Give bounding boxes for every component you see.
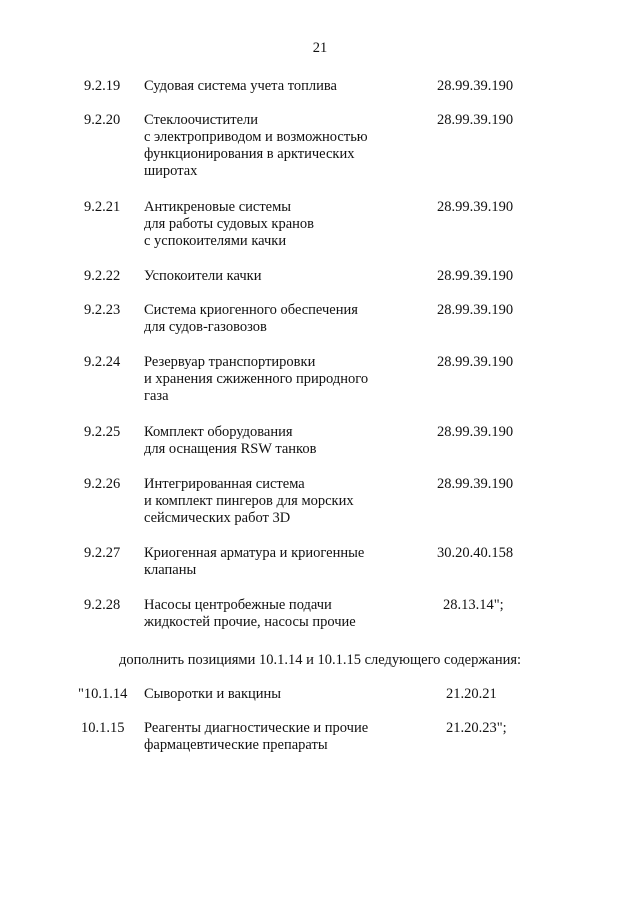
item-description: [144, 268, 424, 285]
item-description: [144, 302, 424, 336]
item-number: 9.2.19: [84, 78, 121, 94]
item-description: [144, 686, 424, 703]
item-number: 9.2.27: [84, 545, 121, 561]
description-line: широтах: [144, 163, 198, 179]
description-line: с успокоителями качки: [144, 233, 287, 249]
amendment-instruction: дополнить позициями 10.1.14 и 10.1.15 следующего содержания:: [118, 652, 522, 668]
page-number: 21: [312, 40, 328, 56]
item-code: 28.99.39.190: [437, 424, 514, 440]
description-line: Интегрированная система: [144, 476, 305, 492]
item-number: 9.2.20: [84, 112, 121, 128]
item-number: 9.2.28: [84, 597, 121, 613]
description-line: газа: [144, 388, 169, 404]
item-code: 28.99.39.190: [437, 476, 514, 492]
description-line: с электроприводом и возможностью: [144, 129, 368, 145]
description-line: Судовая система учета топлива: [144, 78, 337, 94]
item-code: 21.20.23";: [446, 720, 507, 736]
item-description: [144, 476, 424, 527]
item-description: [144, 199, 424, 250]
item-description: [144, 354, 424, 405]
item-description: [144, 424, 424, 458]
description-line: фармацевтические препараты: [144, 737, 328, 753]
item-number: 9.2.25: [84, 424, 121, 440]
item-number: 9.2.23: [84, 302, 121, 318]
item-description: [144, 597, 424, 631]
item-number: 9.2.21: [84, 199, 121, 215]
item-number: 10.1.15: [81, 720, 125, 736]
description-line: Антикреновые системы: [144, 199, 292, 215]
item-description: [144, 545, 424, 579]
description-line: Система криогенного обеспечения: [144, 302, 358, 318]
description-line: для судов-газовозов: [144, 319, 267, 335]
item-code: 28.99.39.190: [437, 199, 514, 215]
description-line: Стеклоочистители: [144, 112, 259, 128]
item-code: 28.99.39.190: [437, 268, 514, 284]
description-line: Реагенты диагностические и прочие: [144, 720, 369, 736]
item-description: [144, 720, 424, 754]
item-code: 21.20.21: [446, 686, 497, 702]
description-line: Резервуар транспортировки: [144, 354, 316, 370]
description-line: и хранения сжиженного природного: [144, 371, 369, 387]
item-code: 28.99.39.190: [437, 112, 514, 128]
item-number: "10.1.14: [78, 686, 128, 702]
description-line: для работы судовых кранов: [144, 216, 314, 232]
description-line: Насосы центробежные подачи: [144, 597, 332, 613]
item-description: [144, 78, 424, 95]
item-code: 30.20.40.158: [437, 545, 514, 561]
item-number: 9.2.24: [84, 354, 121, 370]
item-code: 28.99.39.190: [437, 354, 514, 370]
description-line: функционирования в арктических: [144, 146, 355, 162]
description-line: Комплект оборудования: [144, 424, 293, 440]
description-line: Криогенная арматура и криогенные: [144, 545, 365, 561]
description-line: жидкостей прочие, насосы прочие: [144, 614, 356, 630]
description-line: для оснащения RSW танков: [144, 441, 317, 457]
description-line: Успокоители качки: [144, 268, 262, 284]
item-code: 28.99.39.190: [437, 302, 514, 318]
item-number: 9.2.26: [84, 476, 121, 492]
description-line: клапаны: [144, 562, 197, 578]
description-line: и комплект пингеров для морских: [144, 493, 354, 509]
item-number: 9.2.22: [84, 268, 121, 284]
description-line: сейсмических работ 3D: [144, 510, 291, 526]
item-code: 28.13.14";: [443, 597, 504, 613]
item-description: [144, 112, 424, 180]
item-code: 28.99.39.190: [437, 78, 514, 94]
description-line: Сыворотки и вакцины: [144, 686, 282, 702]
